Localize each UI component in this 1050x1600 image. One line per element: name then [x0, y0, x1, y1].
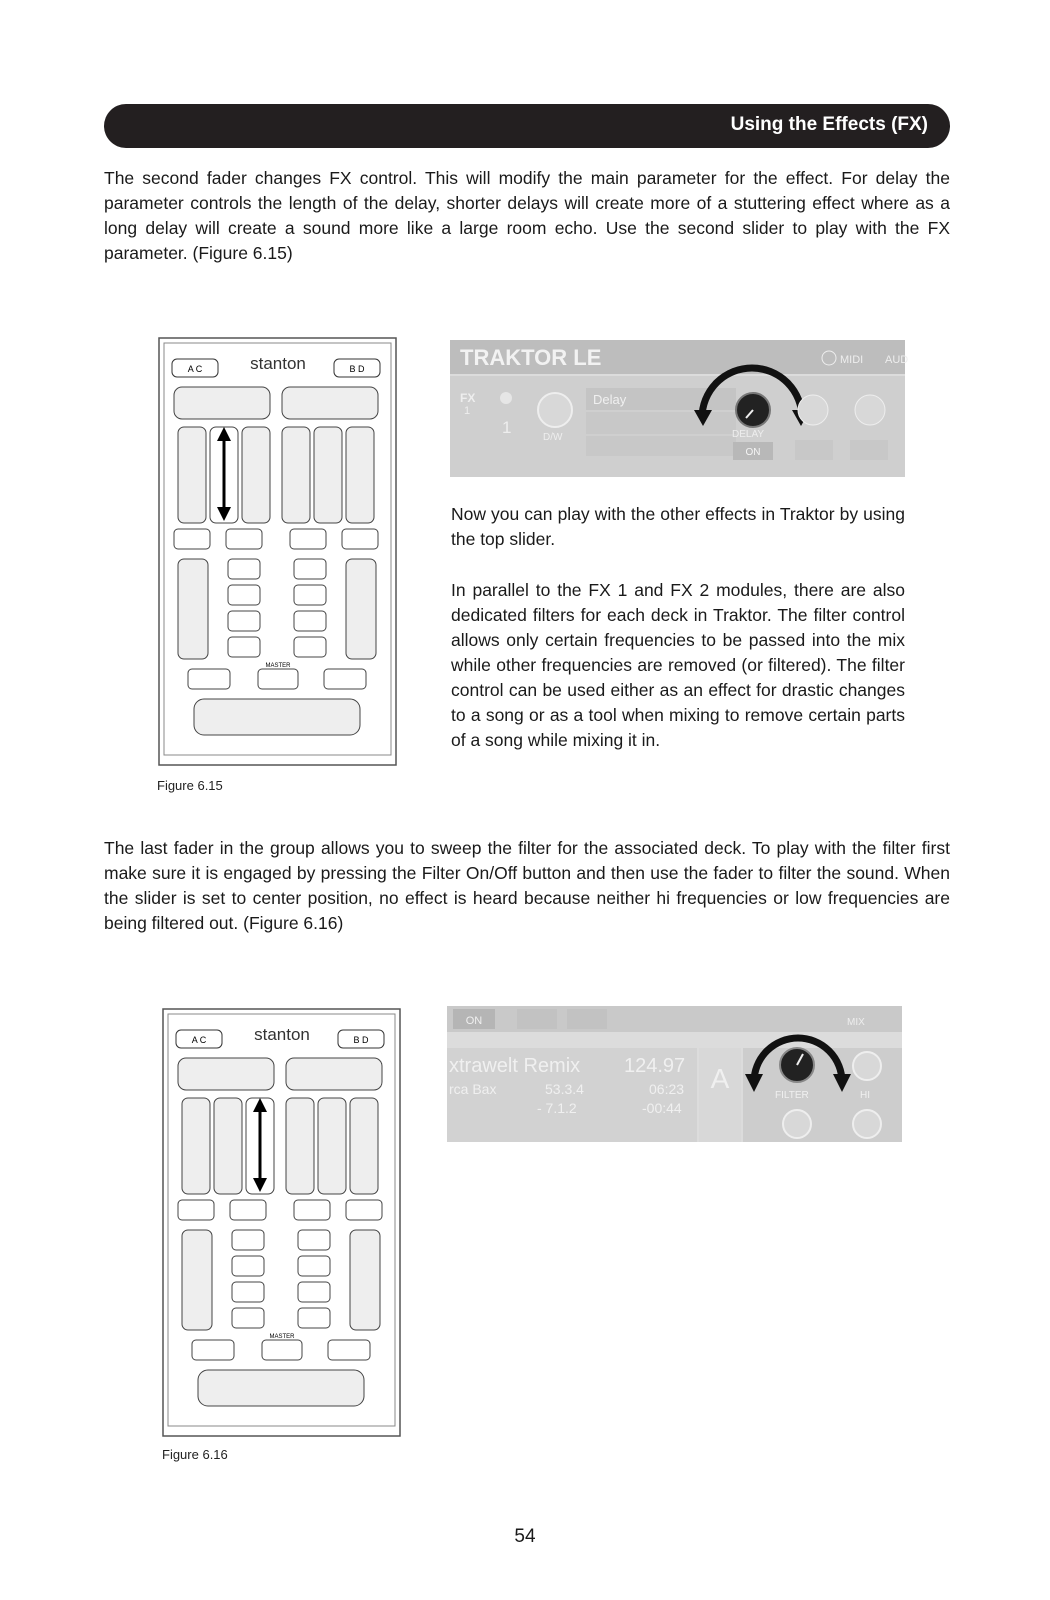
track-title: xtrawelt Remix: [449, 1055, 581, 1077]
fx-number: 1: [464, 405, 471, 417]
paragraph-fx-control: The second fader changes FX control. This will modify the main parameter for the effect. For delay the parameter controls the length of the delay, shorter delays will create more of a stuttering effect where as a long delay will create a sound more like a large room echo. Use the second slider to play with the FX parameter. (Figure 6.15): [104, 168, 950, 263]
on-button-label: ON: [465, 1015, 483, 1027]
controller-figure-616: [162, 1008, 402, 1438]
paragraph-filters: In parallel to the FX 1 and FX 2 modules, there are also dedicated filters for each deck in Traktor. The filter control allows only certain frequencies to be passed into the mix while other frequencies are removed (or filtered). The filter control can be used either as an effect for drastic changes to a song or as a tool when mixing to remove certain parts of a song while mixing it in.: [451, 580, 905, 750]
controller-brand: stanton: [254, 1025, 310, 1044]
on-button-label: ON: [745, 447, 761, 458]
deck-letter: A: [710, 1063, 730, 1094]
section-title: Using the Effects (FX): [730, 114, 928, 135]
traktor-filter-screenshot: [447, 1006, 902, 1142]
controller-right-button-label: B D: [349, 364, 365, 374]
controller-figure-615: [158, 337, 398, 767]
controller-master-label: MASTER: [265, 663, 291, 669]
hi-label: HI: [860, 1090, 870, 1101]
controller-master-label: MASTER: [269, 1334, 295, 1340]
filter-label: FILTER: [775, 1090, 809, 1101]
traktor-fx-screenshot: [450, 340, 909, 477]
controller-left-button-label: A C: [187, 364, 203, 374]
fx-label: FX: [460, 391, 476, 405]
track-bpm: 124.97: [624, 1055, 686, 1077]
track-position: 53.3.4: [545, 1081, 584, 1097]
track-time: 06:23: [649, 1081, 685, 1097]
paragraph-filter-fader: The last fader in the group allows you to sweep the filter for the associated deck. To play with the filter first make sure it is engaged by pressing the Filter On/Off button and then use the fader to filter the sound. When the slider is set to center position, no effect is heard because neither hi frequencies or low frequencies are being filtered out. (Figure 6.16): [104, 838, 950, 933]
track-remain-time: -00:44: [642, 1100, 682, 1116]
effect-name: Delay: [593, 392, 627, 407]
controller-right-button-label: B D: [353, 1035, 369, 1045]
mix-label: MIX: [847, 1017, 865, 1028]
figure-caption: Figure 6.16: [162, 1447, 228, 1462]
dw-label: D/W: [543, 432, 563, 443]
page-number: 54: [514, 1526, 536, 1547]
aud-label: AUD: [885, 354, 909, 366]
paragraph-top-slider: Now you can play with the other effects in Traktor by using the top slider.: [451, 504, 905, 549]
controller-brand: stanton: [250, 354, 306, 373]
controller-left-button-label: A C: [191, 1035, 207, 1045]
track-remain-position: - 7.1.2: [537, 1100, 577, 1116]
slot-number: 1: [502, 418, 512, 437]
midi-label: MIDI: [840, 354, 864, 366]
delay-param-label: DELAY: [732, 429, 765, 440]
section-header: [104, 104, 950, 148]
figure-caption: Figure 6.15: [157, 778, 223, 793]
traktor-logo: TRAKTOR LE: [460, 345, 602, 370]
track-artist: rca Bax: [449, 1081, 497, 1097]
